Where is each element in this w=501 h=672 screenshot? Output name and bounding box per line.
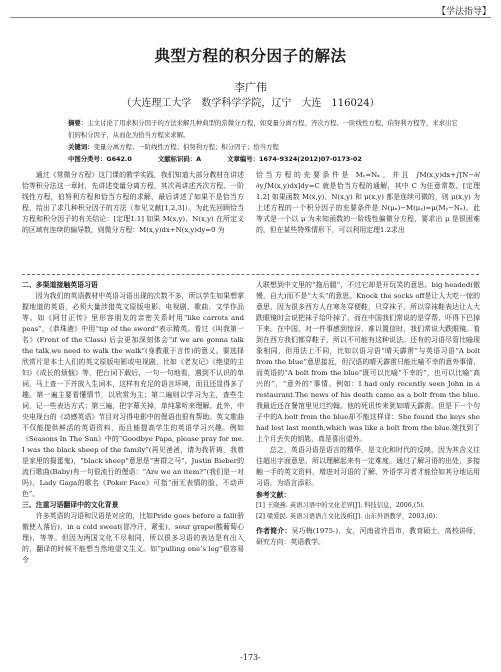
author-name: 李广伟: [234, 81, 267, 94]
bio-label: 作者简介：: [256, 527, 292, 535]
abstract-label: 摘要：: [68, 119, 88, 127]
section-tag: 【学法指导】: [436, 7, 491, 17]
reference-item: [1] 王晓燕. 英语习语中的文化差异[J]. 科技信息，2006,(5).: [256, 502, 425, 509]
document-code: 文献标识码：A: [157, 155, 202, 163]
section-3-text: 许多英语的习语和汉语是对应的，比如Pride goes before a fall(骄傲使人落后)，in a cold sweat(冒冷汗，紧张)，sour grape(酸葡萄心理)，等等。但因为两国文化不尽相同，所以很多习语的表达是有出入的，翻译的时候不能想当然地望文生义。如“pulling one’s leg”很容易令: [22, 512, 244, 564]
article-meta: [68, 154, 458, 163]
section-2-text: 因为我们的英语教材中英语习语出现的次数不多，所以学生如果想掌握地道的英语，必须大量涉猎英文原版电影、电视剧、歌曲、文学作品等。如《阿甘正传》里形容朋友的亲密关系时用“like carrots and peas”，《恭珠港》中用“tip of the sword”表示精英。看过《叫我第一名》(Front of the Class) 后会更加深刻体会“if we are gonna talk the talk,we need to walk the walk”(身教重于言传)的意义。要选择欣赏片是本土人们的英文原版电影或电视剧，比如《老友记》《绝望的主妇》《成长的烦恼》等，把台词下载后，一句一句地看，遇到不认识的单词，马上查一下并放入生词本，这样有充足的语言环境，而且还显得多了趣。第一遍主要看懂情节，以欣赏为主；第二遍则以学习为主，查些生词，记一些表达方式；第三遍，把字幕关掉，单纯靠听来理解。此外，中央电视台的《动感英语》节目对习得电影中的俚语也很有帮助。英文歌曲不仅能提供鲜活的英语资料，而且能提高学生的英语学习兴趣。例如《Seasons In The Sun》中的“Goodbye Papa, please pray for me. I was the black sheep of the family”(再见爸爸，请为我祈祷，我曾是家里的捣蛋鬼)，“black sheep”意思是“害群之马”。Justin Bieber的流行歌曲(Baby)有一句很流行的俚语：“Are we an item?”(我们是一对吗)，Lady Gaga的歌名《Poker Face》可指“面无表情的脸，不动声色”。: [22, 292, 244, 498]
article-divider: [22, 274, 479, 275]
article-title: 典型方程的积分因子的解法: [154, 47, 347, 65]
article-number: 文章编号：1674-9324(2012)07-0173-02: [227, 155, 362, 163]
page-number: -173-: [240, 653, 261, 662]
section-heading-3: 三、注重习语翻译中的文化背景: [22, 501, 119, 509]
top-right-text: [256, 170, 480, 270]
keywords-text: 变量分离方程；一阶线性方程；伯努利方程；积分因子；恰当方程: [93, 143, 279, 151]
abstract-text: 主文讨论了用求积分因子的方法来解几种典型的常微分方程，如变量分离方程、齐次方程、一阶线性方程、伯努利方程等，来求出它们的积分因子，从而化为恰当方程来求解。: [68, 119, 458, 139]
clc-number: 中图分类号：G642.0: [68, 155, 132, 163]
bio-text: 吴巧梅(1975-)，女，河南省许昌市，教育硕士，高校讲师，研究方向：英语教学。: [256, 527, 480, 546]
section-heading-2: 二、多渠道接触英语习语: [22, 281, 98, 289]
top-left-paragraph: 通过《常微分方程》这门课的教学实践，我们知道大部分教材在讲述恰等积分法这一章时，先讲述变量分离方程，其次再讲述齐次方程、一阶线性方程，伯努利方程和恰当方程的求解，最后讲述了如果不是恰当方程，给出了求几种积分因子的方法（参见文献[1,2,3]）。为此先回顾恰当方程和积分因子的有关结论：[定理1.1] 如果 M(x,y)、N(x,y) 在所定义的区域有连续的偏导数，则微分方程：M(x,y)dx+N(x,y)dy=0 为: [22, 171, 244, 234]
reference-item: [2] 梁爱民. 英语习语语言文化浅析[J]. 山东外语教学，2003,(6).: [256, 512, 438, 520]
right-intro-text: 人联想到中文里的“拖后腿”，不过它却是开玩笑的意思。big headed(傲慢，自大)而不是“大头”的意思。Knock the socks off是让人大吃一惊的意思，因为很多西方人在寒冬穿便鞋，只穿袜子，所以穿袜鞋表达让人大跌眼镜时会说把袜子给吓掉了。而在中国我们常说的是穿帮、吓得下巴掉下来。在中国，对一件事感到惊讶、难以置信时，我们常说大跌眼镜。看到在西方我们都穿鞋子，所以不可能有这种说法。还有的习语尽管比喻现象相同，但用法上不同，比如以语习语“晴天霹雳”与英语习语“A bolt from the blue”意思接近，但汉语的晴天霹雳只能比喻不幸的意外事情，而英语的“A bolt from the blue”既可以比喻“不幸的”，也可以比喻“高兴的”，“意外的”事情。例如：I had only recently seen John in a restaurant.The news of his death came as a bolt from the blue.我最近还在餐馆里见过约翰。他的死讯传来犹如晴天霹雳。但是下一个句子中的A bolt from the blue却不能这样译：She found the keys she had lost last month,which was like a bolt from the blue.她找到了上个月丢失的钥匙，真是喜出望外。: [256, 281, 480, 443]
right-column: [256, 280, 480, 646]
left-column: [22, 280, 244, 646]
references-heading: 参考文献：: [256, 491, 291, 499]
header-rule: [10, 17, 491, 18]
author-affiliation: （大连理工大学 数学科学学院，辽宁 大连 116024）: [121, 98, 380, 109]
abstract-block: [68, 117, 458, 153]
summary-text: 总之，英语习语是语言的精华，是文化和时代的反映，因为其含义往往超出字面意思，所以理解起来有一定难度。通过了解习语的出处，多接触一手的英文资料，增进对习语的了解，外语学习者才能恰如其分地运用习语，为语言添彩。: [256, 446, 480, 487]
top-right-paragraph: 恰当方程的充要条件是 Mᵧ=Nₓ，并且 ∫M(x,y)dx+∫[N−∂/∂y∫M(x,y)dx]dy=C 就是恰当方程的通解，其中 C 为任意常数。[定理1.2] 如果函数 M(x,y)、N(x,y) 和 μ(x,y) 都是连续可微的，则 μ(x,y) 为上述方程的一个积分因子的充要条件是 N(μₓ)−M(μᵧ)=μ(Mᵧ−Nₓ)。此等式是一个以 μ 为未知函数的一阶线性偏微分方程，要求出 μ 是很困难的，但在某些特殊情形下，可以利用定理1.2求出: [256, 171, 480, 234]
keywords-label: 关键词：: [68, 143, 94, 151]
author-bio: [256, 526, 480, 548]
top-left-text: [22, 170, 244, 270]
